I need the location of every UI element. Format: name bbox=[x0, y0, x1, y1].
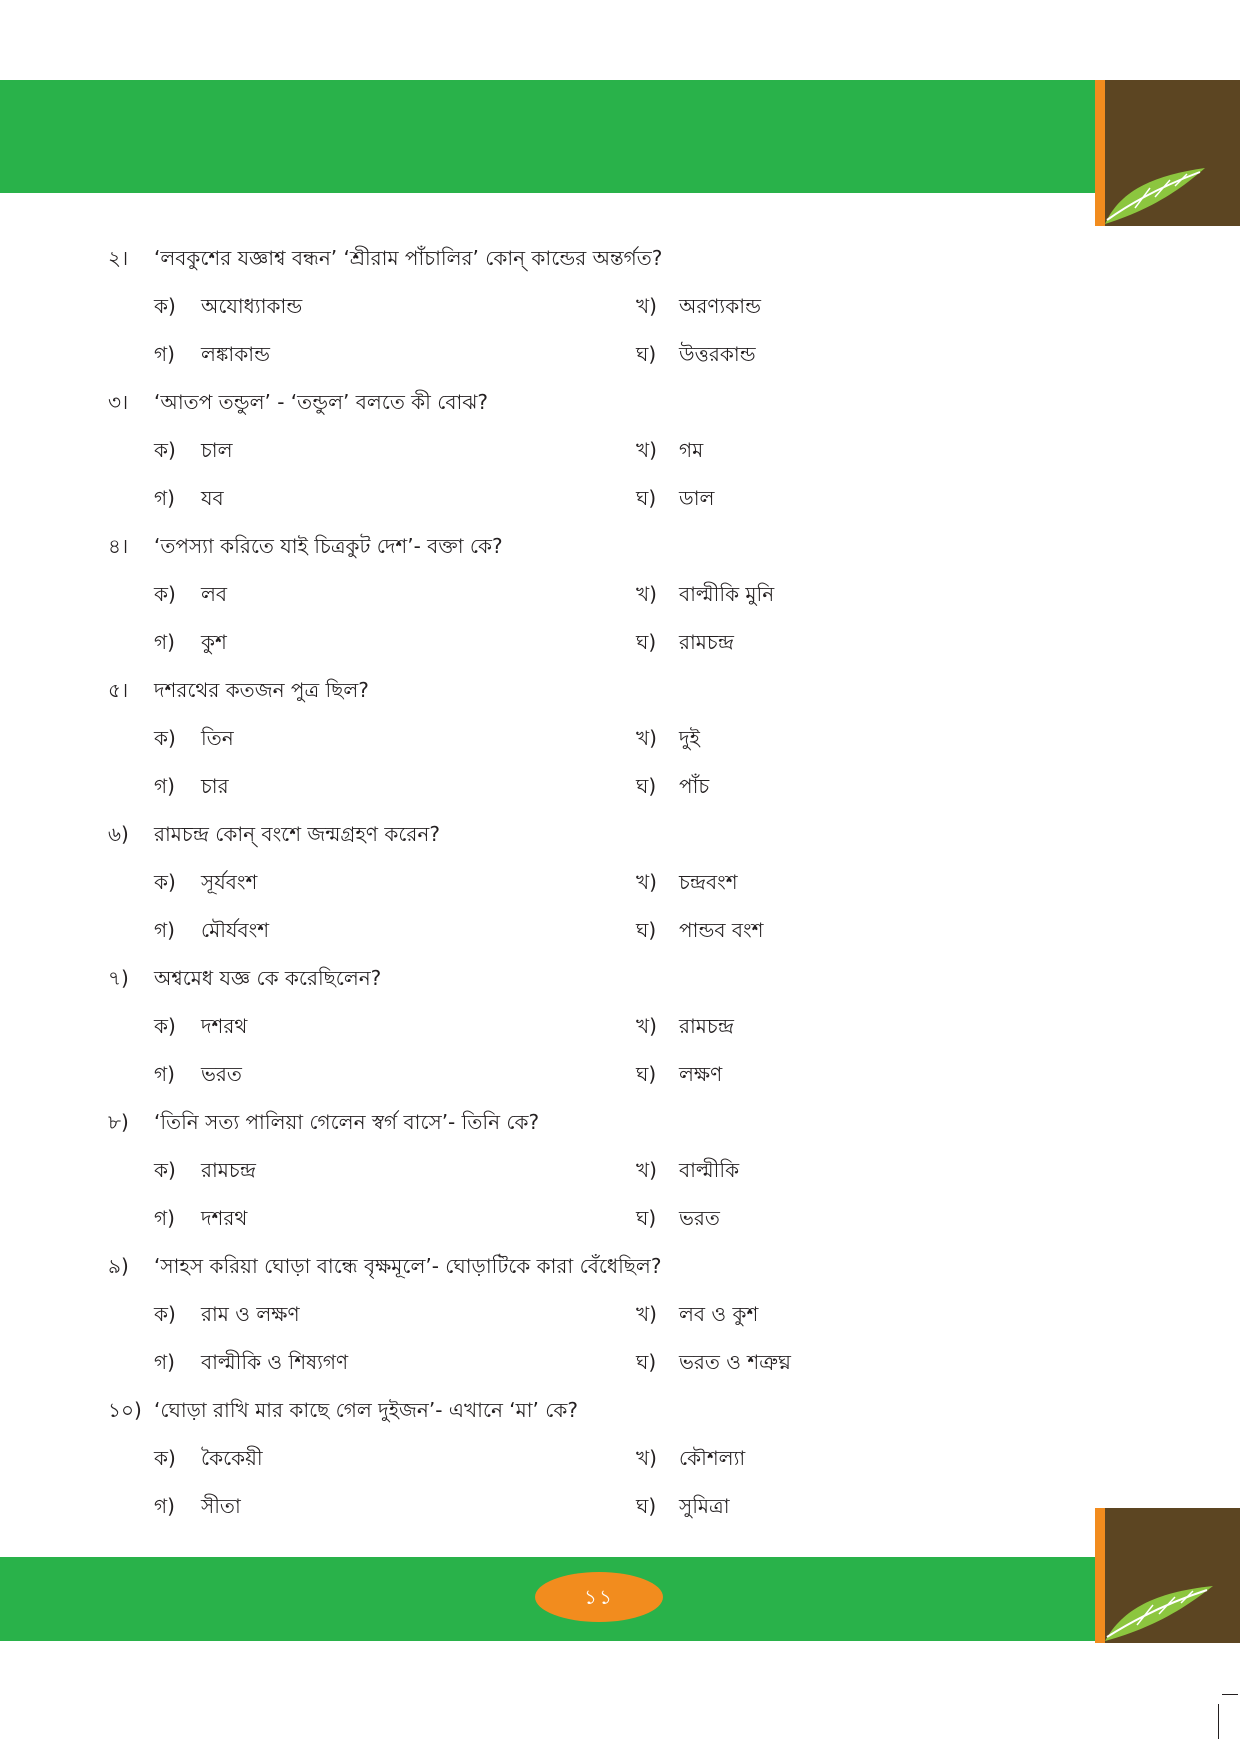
question-line bbox=[0, 1392, 1095, 1440]
question-number: ৩। bbox=[108, 390, 129, 414]
question-line bbox=[0, 1104, 1095, 1152]
question-list bbox=[0, 240, 1095, 1536]
question-number: ৫। bbox=[108, 678, 129, 702]
question-item bbox=[0, 1248, 1095, 1392]
leaf-icon bbox=[1095, 80, 1240, 226]
option-label: গ) bbox=[154, 1350, 175, 1374]
option-label: ঘ) bbox=[636, 342, 657, 366]
option-text: রাম ও লক্ষণ bbox=[201, 1302, 300, 1326]
question-line bbox=[0, 1248, 1095, 1296]
question-number: ৭) bbox=[108, 966, 129, 990]
question-line bbox=[0, 672, 1095, 720]
option-text: ভরত ও শত্রুঘ্ন bbox=[679, 1350, 791, 1374]
question-number: ৬) bbox=[108, 822, 129, 846]
option-label: ঘ) bbox=[636, 630, 657, 654]
question-text: ‘তিনি সত্য পালিয়া গেলেন স্বর্গ বাসে’- তিনি কে? bbox=[154, 1110, 540, 1134]
option-text: সীতা bbox=[201, 1494, 241, 1518]
crop-mark bbox=[1218, 1704, 1219, 1739]
question-text: রামচন্দ্র কোন্ বংশে জন্মগ্রহণ করেন? bbox=[154, 822, 440, 846]
question-number: ৪। bbox=[108, 534, 129, 558]
option-text: পান্ডব বংশ bbox=[679, 918, 764, 942]
option-text: ডাল bbox=[679, 486, 715, 510]
question-line bbox=[0, 816, 1095, 864]
footer-leaf-decoration bbox=[1095, 1508, 1240, 1643]
option-label: ক) bbox=[154, 1302, 176, 1326]
option-label: ঘ) bbox=[636, 1494, 657, 1518]
option-label: গ) bbox=[154, 630, 175, 654]
option-row bbox=[0, 1344, 1095, 1392]
option-label: খ) bbox=[636, 870, 657, 894]
option-text: রামচন্দ্র bbox=[201, 1158, 256, 1182]
option-text: বাল্মীকি bbox=[679, 1158, 740, 1182]
question-text: ‘তপস্যা করিতে যাই চিত্রকুট দেশ’- বক্তা কে? bbox=[154, 534, 503, 558]
option-label: ক) bbox=[154, 1158, 176, 1182]
option-label: ঘ) bbox=[636, 486, 657, 510]
question-item bbox=[0, 1104, 1095, 1248]
option-text: লব bbox=[201, 582, 228, 606]
option-text: লঙ্কাকান্ড bbox=[201, 342, 270, 366]
question-item bbox=[0, 960, 1095, 1104]
option-label: ঘ) bbox=[636, 918, 657, 942]
option-label: গ) bbox=[154, 486, 175, 510]
option-text: চাল bbox=[201, 438, 233, 462]
option-label: খ) bbox=[636, 438, 657, 462]
question-item bbox=[0, 528, 1095, 672]
option-label: গ) bbox=[154, 1062, 175, 1086]
option-label: ক) bbox=[154, 294, 176, 318]
option-text: কৌশল্যা bbox=[679, 1446, 746, 1470]
question-item bbox=[0, 816, 1095, 960]
option-label: ঘ) bbox=[636, 774, 657, 798]
option-label: ঘ) bbox=[636, 1206, 657, 1230]
option-text: অযোধ্যাকান্ড bbox=[201, 294, 303, 318]
option-text: গম bbox=[679, 438, 704, 462]
option-text: কুশ bbox=[201, 630, 227, 654]
option-label: ক) bbox=[154, 438, 176, 462]
option-text: যব bbox=[201, 486, 224, 510]
option-text: উত্তরকান্ড bbox=[679, 342, 756, 366]
option-row bbox=[0, 432, 1095, 480]
option-row bbox=[0, 768, 1095, 816]
option-text: অরণ্যকান্ড bbox=[679, 294, 761, 318]
header-leaf-decoration bbox=[1095, 80, 1240, 226]
option-text: লক্ষণ bbox=[679, 1062, 723, 1086]
option-text: বাল্মীকি ও শিষ্যগণ bbox=[201, 1350, 349, 1374]
option-row bbox=[0, 288, 1095, 336]
option-row bbox=[0, 864, 1095, 912]
option-text: দশরথ bbox=[201, 1206, 248, 1230]
option-text: চার bbox=[201, 774, 229, 798]
option-text: দশরথ bbox=[201, 1014, 248, 1038]
option-text: মৌর্যবংশ bbox=[201, 918, 270, 942]
option-row bbox=[0, 336, 1095, 384]
option-text: কৈকেয়ী bbox=[201, 1446, 263, 1470]
question-text: ‘সাহস করিয়া ঘোড়া বান্ধে বৃক্ষমূলে’- ঘোড়াটিকে কারা বেঁধেছিল? bbox=[154, 1254, 662, 1278]
header-band bbox=[0, 80, 1095, 193]
question-line bbox=[0, 528, 1095, 576]
option-label: খ) bbox=[636, 1446, 657, 1470]
question-text: ‘আতপ তন্ডুল’ - ‘তন্ডুল’ বলতে কী বোঝ? bbox=[154, 390, 489, 414]
question-line bbox=[0, 960, 1095, 1008]
question-item bbox=[0, 240, 1095, 384]
option-label: গ) bbox=[154, 342, 175, 366]
option-label: গ) bbox=[154, 918, 175, 942]
option-label: গ) bbox=[154, 1206, 175, 1230]
option-text: ভরত bbox=[679, 1206, 720, 1230]
option-text: সুমিত্রা bbox=[679, 1494, 730, 1518]
option-label: খ) bbox=[636, 1302, 657, 1326]
page-number: ১১ bbox=[535, 1572, 663, 1622]
option-label: ক) bbox=[154, 726, 176, 750]
option-row bbox=[0, 576, 1095, 624]
option-row bbox=[0, 912, 1095, 960]
option-label: ঘ) bbox=[636, 1062, 657, 1086]
option-label: খ) bbox=[636, 726, 657, 750]
option-row bbox=[0, 624, 1095, 672]
option-label: খ) bbox=[636, 1014, 657, 1038]
question-text: অশ্বমেধ যজ্ঞ কে করেছিলেন? bbox=[154, 966, 382, 990]
option-text: চন্দ্রবংশ bbox=[679, 870, 738, 894]
option-text: ভরত bbox=[201, 1062, 242, 1086]
question-text: দশরথের কতজন পুত্র ছিল? bbox=[154, 678, 369, 702]
crop-mark bbox=[1222, 1694, 1238, 1695]
option-row bbox=[0, 720, 1095, 768]
option-text: দুই bbox=[679, 726, 700, 750]
option-row bbox=[0, 1008, 1095, 1056]
option-row bbox=[0, 1440, 1095, 1488]
option-text: সূর্যবংশ bbox=[201, 870, 258, 894]
option-row bbox=[0, 1152, 1095, 1200]
option-label: ক) bbox=[154, 1014, 176, 1038]
question-line bbox=[0, 240, 1095, 288]
option-label: ঘ) bbox=[636, 1350, 657, 1374]
option-row bbox=[0, 1488, 1095, 1536]
question-item bbox=[0, 1392, 1095, 1536]
option-text: বাল্মীকি মুনি bbox=[679, 582, 775, 606]
option-row bbox=[0, 1200, 1095, 1248]
option-label: ক) bbox=[154, 1446, 176, 1470]
option-label: খ) bbox=[636, 582, 657, 606]
question-item bbox=[0, 672, 1095, 816]
question-number: ৯) bbox=[108, 1254, 129, 1278]
option-text: তিন bbox=[201, 726, 234, 750]
option-text: লব ও কুশ bbox=[679, 1302, 759, 1326]
option-row bbox=[0, 1056, 1095, 1104]
option-label: খ) bbox=[636, 294, 657, 318]
option-label: খ) bbox=[636, 1158, 657, 1182]
option-row bbox=[0, 1296, 1095, 1344]
option-row bbox=[0, 480, 1095, 528]
question-number: ২। bbox=[108, 246, 129, 270]
option-text: রামচন্দ্র bbox=[679, 1014, 734, 1038]
question-item bbox=[0, 384, 1095, 528]
question-line bbox=[0, 384, 1095, 432]
question-text: ‘ঘোড়া রাখি মার কাছে গেল দুইজন’- এখানে ‘মা’ কে? bbox=[154, 1398, 578, 1422]
option-label: ক) bbox=[154, 870, 176, 894]
question-number: ৮) bbox=[108, 1110, 129, 1134]
option-label: ক) bbox=[154, 582, 176, 606]
leaf-icon bbox=[1095, 1508, 1240, 1643]
question-text: ‘লবকুশের যজ্ঞাশ্ব বন্ধন’ ‘শ্রীরাম পাঁচালির’ কোন্ কান্ডের অন্তর্গত? bbox=[154, 246, 663, 270]
option-label: গ) bbox=[154, 1494, 175, 1518]
question-number: ১০) bbox=[108, 1398, 142, 1422]
option-label: গ) bbox=[154, 774, 175, 798]
option-text: পাঁচ bbox=[679, 774, 710, 798]
option-text: রামচন্দ্র bbox=[679, 630, 734, 654]
